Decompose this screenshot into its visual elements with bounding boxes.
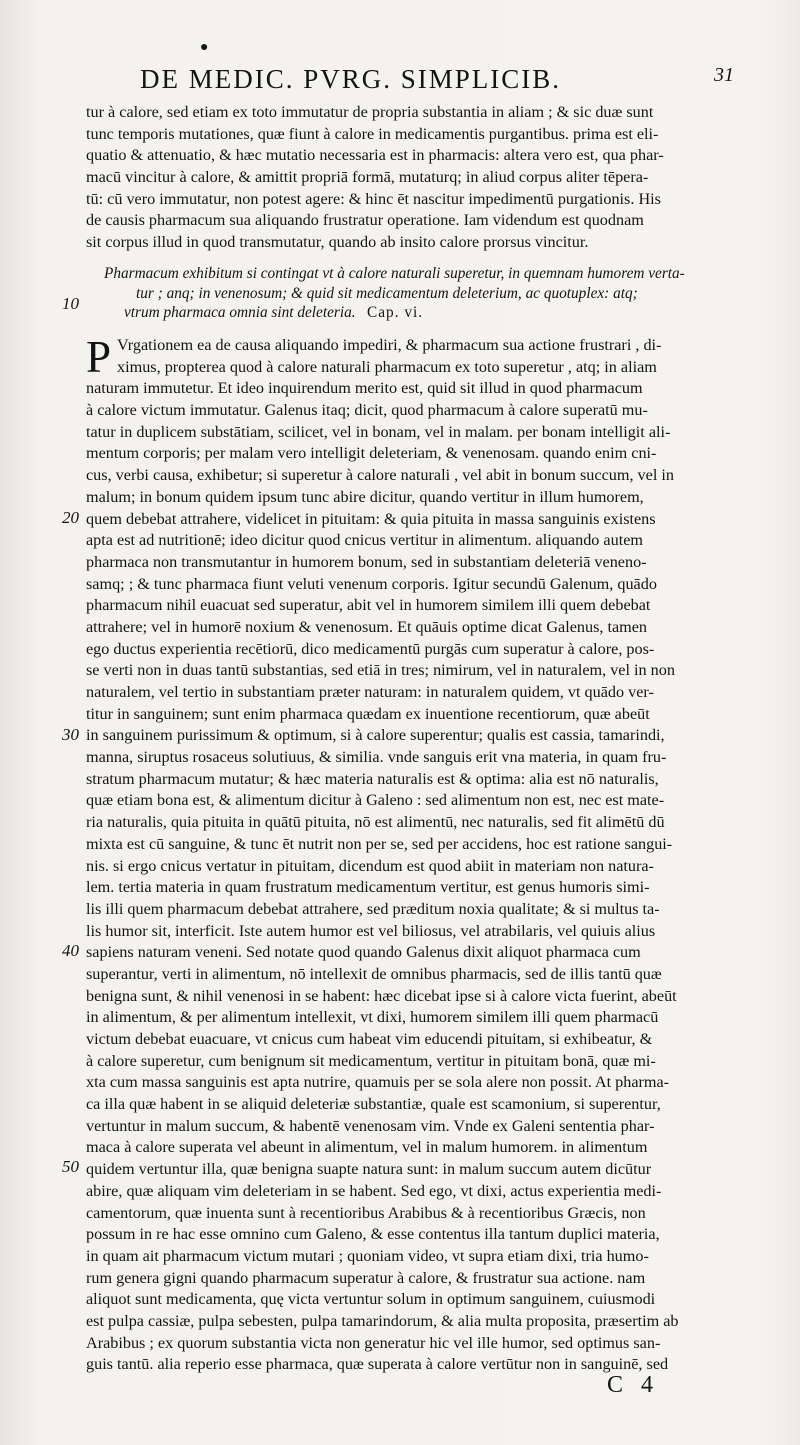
text-line: à calore victum immutatur. Galenus itaq; dicit, quod pharmacum à calore superatū mu- — [86, 401, 648, 420]
text-line: pharmaca non transmutantur in humorem bonum, sed in substantiam deleteriā veneno- — [86, 552, 647, 571]
text-line: lem. tertia materia in quam frustratum medicamentum vertitur, est genus humoris simi- — [86, 878, 650, 897]
text-line: mentum corporis; per malam vero intelligit deleteriam, & venenosam. quando enim cni- — [86, 444, 657, 463]
text-line: superantur, verti in alimentum, nō intellexit de omnibus pharmacis, sed de illis tantū quæ — [86, 964, 662, 983]
chapter-heading-line — [104, 303, 740, 323]
text-line: Arabibus ; ex quorum substantia victa non generatur hic vel ille humor, sed optimus san- — [86, 1333, 661, 1352]
text-line: naturam immutetur. Et ideo inquirendum merito est, quid sit illud in quod pharmacum — [86, 379, 643, 398]
text-line: se verti non in duas tantū substantias, sed etiā in tres; nimirum, vel in naturalem, vel in non — [86, 661, 675, 680]
text-line: titur in sanguinem; sunt enim pharmaca quædam ex inuentione recentiorum, quæ abeūt — [86, 704, 650, 723]
text-line: in sanguinem purissimum & optimum, si à calore superentur; qualis est cassia, tamarindi, — [86, 726, 665, 745]
text-line: est pulpa cassiæ, pulpa sebesten, pulpa tamarindorum, & alia multa proposita, præsertim ab — [86, 1311, 679, 1330]
chapter-heading-line: Pharmacum exhibitum si contingat vt à calore naturali superetur, in quemnam humorem verta- — [104, 265, 685, 282]
text-line: malum; in bonum quidem ipsum tunc abire dicitur, quando vertitur in illum humorem, — [86, 487, 644, 506]
text-line: victum debebat euacuare, vt cnicus cum habeat vim educendi pituitam, si exhibeatur, & — [86, 1030, 653, 1048]
text-line: pharmacum nihil euacuat sed superatur, abit vel in humorem similem illi quem debebat — [86, 596, 651, 615]
text-line: cus, verbi causa, exhibetur; si superetur à calore naturali , vel abit in bonum succum, vel in — [86, 466, 674, 485]
text-line: tur à calore, sed etiam ex toto immutatur de propria substantia in aliam ; & sic duæ sunt — [86, 103, 654, 121]
text-line: Vrgationem ea de causa aliquando impediri, & pharmacum sua actione frustrari , di- — [117, 336, 662, 354]
page-number: 31 — [714, 64, 734, 86]
text-line: à calore superetur, cum benignum sit medicamentum, vertitur in pituitam bonā, quæ mi- — [86, 1051, 656, 1070]
chapter-heading — [104, 264, 740, 323]
text-line: xta cum massa sanguinis est apta nutrire, quamuis per se sola alere non possit. At pharma- — [86, 1073, 670, 1092]
text-line: aliquot sunt medicamenta, quę victa vertuntur solum in optimum sanguinem, cuiusmodi — [86, 1290, 656, 1309]
text-line: samq; ; & tunc pharmaca fiunt veluti venenum corporis. Igitur secundū Galenum, quādo — [86, 574, 657, 593]
text-line: macū vincitur à calore, & amittit propriā formā, mutaturq; in aliud corpus aliter tēpera- — [86, 168, 649, 187]
text-line: stratum pharmacum mutatur; & hæc materia naturalis est & optima: alia est nō naturalis, — [86, 769, 659, 788]
text-line: tū: cū vero immutatur, non potest agere: & hinc ēt nascitur impedimentū purgationis. His — [86, 189, 661, 208]
text-line: maca à calore superata vel abeunt in alimentum, vel in malum humorem. in alimentum — [86, 1138, 648, 1157]
text-line: de causis pharmacum sua aliquando frustratur operatione. Iam videndum est quodnam — [86, 211, 644, 230]
margin-line-number: 30 — [62, 725, 79, 744]
text-line: guis tantū. alia reperio esse pharmaca, quæ superata à calore vertūtur non in sanguinē, sed — [86, 1355, 669, 1374]
text-line: in quam ait pharmacum victum mutari ; quoniam video, vt supra etiam dixi, tria humo- — [86, 1246, 649, 1265]
margin-line-number: 40 — [62, 941, 79, 960]
text-line: lis illi quem pharmacum debebat attrahere, sed præditum noxia qualitate; & si multus ta- — [86, 899, 660, 918]
text-line: quatio & attenuatio, & hæc mutatio necessaria est in pharmacis: altera vero est, qua phar- — [86, 146, 664, 165]
text-line: ego ductus experientia recētiorū, dico medicamentū purgās cum superatur à calore, pos- — [86, 639, 655, 658]
text-line: sapiens naturam veneni. Sed notate quod quando Galenus dixit aliquot pharmaca cum — [86, 943, 641, 962]
text-line: mixta est cū sanguine, & tunc ēt nutrit non per se, sed per accidens, hoc est ratione sangui- — [86, 834, 673, 853]
chapter-heading-text: vtrum pharmaca omnia sint deleteria. — [124, 304, 356, 321]
text-line: quæ etiam bona est, & alimentum dicitur à Galeno : sed alimentum non est, nec est mate- — [86, 791, 665, 810]
text-line: possum in re hac esse omnino cum Galeno, & esse contentus illa tantum duplici materia, — [86, 1225, 660, 1244]
text-line: ria naturalis, quia pituita in quātū pituita, nō est alimentū, nec naturalis, sed fit alimētū dū — [86, 813, 665, 832]
text-line: manna, siruptus rosaceus solutiuus, & similia. vnde sanguis erit vna materia, in quam fru- — [86, 748, 667, 767]
text-line: in alimentum, & per alimentum intellexit, vt dixi, humorem similem illi quem pharmacū — [86, 1008, 659, 1027]
text-line: naturalem, vel tertio in substantiam præter naturam: in naturalem quidem, vt quādo ver- — [86, 683, 654, 701]
margin-line-number: 10 — [62, 294, 79, 313]
margin-line-number: 20 — [62, 508, 79, 527]
running-title: DE MEDIC. PVRG. SIMPLICIB. — [140, 64, 562, 94]
text-line: camentorum, quæ inuenta sunt à recentioribus Arabibus & à recentioribus Græcis, non — [86, 1203, 646, 1222]
signature-mark: C 4 — [607, 1372, 660, 1398]
ink-dot: ● — [200, 40, 209, 55]
text-line: quem debebat attrahere, videlicet in pituitam: & quia pituita in massa sanguinis existens — [86, 509, 656, 528]
running-head — [140, 64, 740, 95]
text-line: abire, quæ aliquam vim deleteriam in se habent. Sed ego, vt dixi, actus experientia medi- — [86, 1181, 662, 1200]
text-line: apta est ad nutritionē; ideo dicitur quod cnicus vertitur in alimentum. aliquando autem — [86, 531, 643, 550]
text-line: benigna sunt, & nihil venenosi in se habent: hæc dicebat ipse si à calore victa fuerint, abeūt — [86, 986, 677, 1005]
text-line: tunc temporis mutationes, quæ fiunt à calore in medicamentis purgantibus. prima est eli- — [86, 124, 659, 143]
chapter-label: Cap. vi. — [367, 304, 424, 321]
text-line: rum genera gigni quando pharmacum superatur à calore, & frustratur sua actione. nam — [86, 1268, 646, 1287]
text-line: lis humor sit, interficit. Iste autem humor est vel biliosus, vel atrabilaris, vel quiuis alius — [86, 921, 656, 940]
chapter-heading-line: tur ; anq; in venenosum; & quid sit medicamentum deleterium, ac quotuplex: atq; — [136, 284, 638, 302]
text-line: sit corpus illud in quod transmutatur, quando ab insito calore prorsus vincitur. — [86, 233, 589, 252]
text-line: quidem vertuntur illa, quæ benigna suapte natura sunt: in malum succum autem dicūtur — [86, 1160, 652, 1179]
margin-line-number: 50 — [62, 1157, 79, 1176]
text-line: nis. si ergo cnicus vertatur in pituitam, dicendum est quod abiit in materiam non natura- — [86, 856, 654, 875]
drop-cap: P — [86, 332, 112, 382]
text-line: ca illa quæ habent in se aliquid deleteriæ substantiæ, quale est scamonium, si superentur, — [86, 1095, 661, 1114]
text-line: attrahere; vel in humorē noxium & venenosum. Et quāuis optime dicat Galenus, tamen — [86, 617, 648, 636]
top-paragraph — [86, 102, 740, 254]
text-line: ximus, propterea quod à calore naturali pharmacum ex toto superetur , atq; in aliam — [117, 357, 657, 376]
text-line: tatur in duplicem substātiam, scilicet, vel in bonam, vel in malam. per bonam intelligit ali- — [86, 422, 671, 441]
chapter-body — [86, 332, 740, 1376]
text-line: vertuntur in malum succum, & habentē venenosam vim. Vnde ex Galeni sententia phar- — [86, 1116, 655, 1135]
